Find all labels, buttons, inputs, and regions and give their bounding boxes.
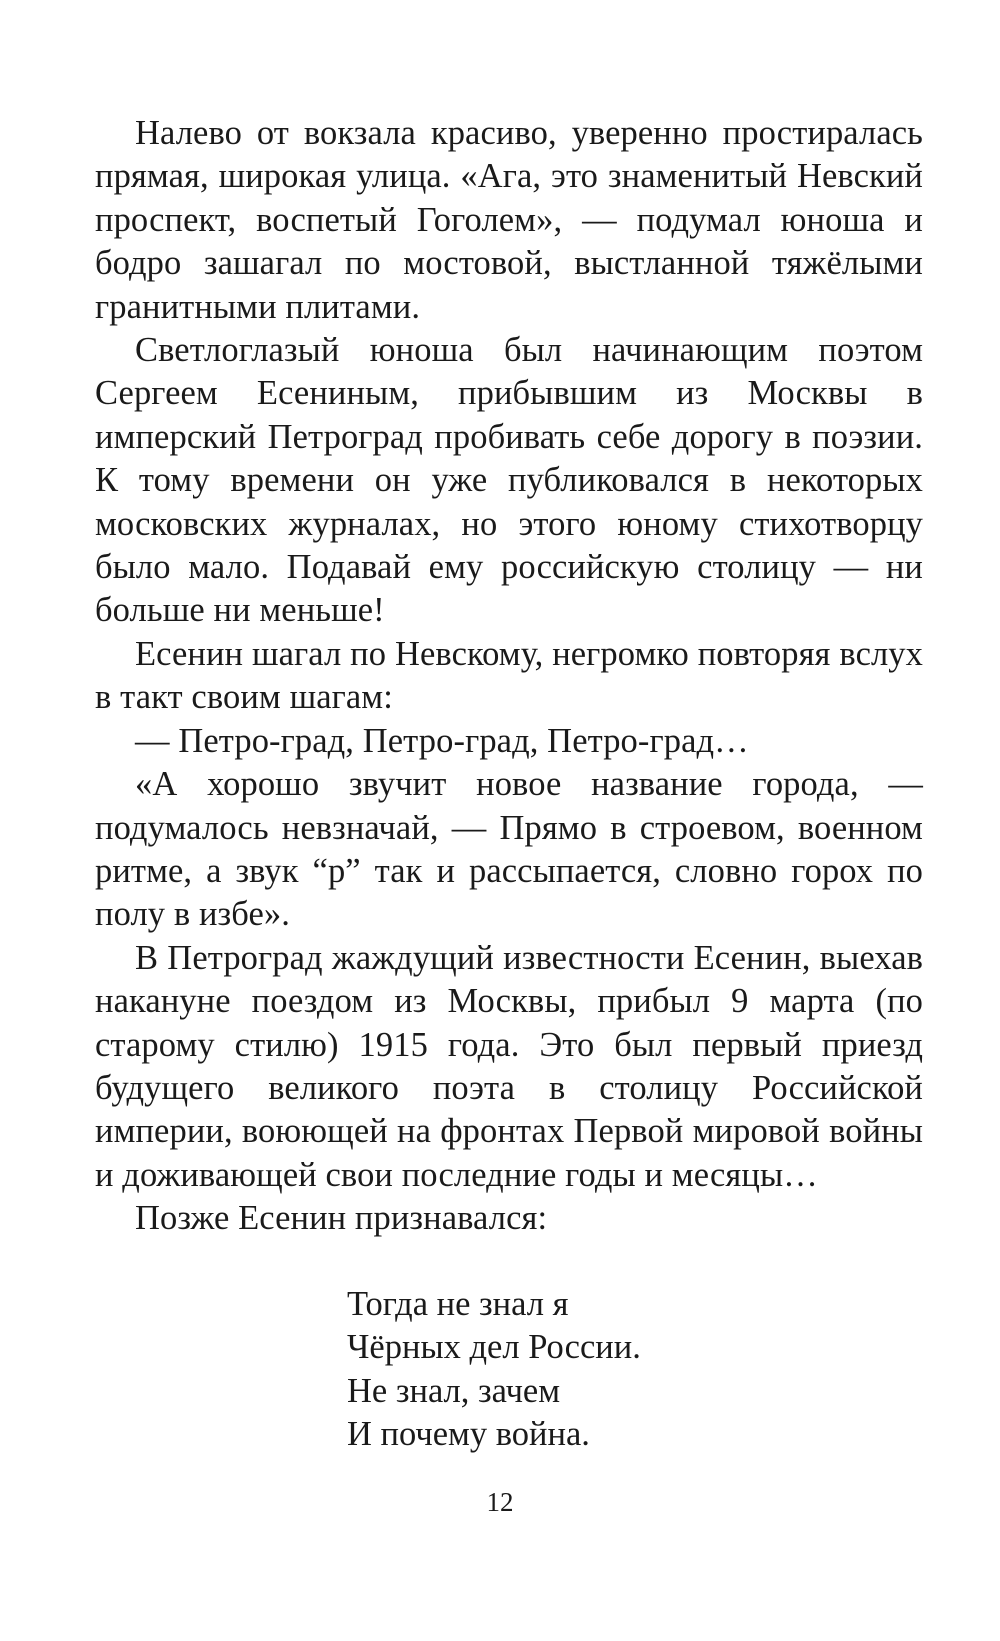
- poem-line-2: Чёрных дел России.: [347, 1328, 641, 1367]
- page-body: [95, 112, 923, 1241]
- poem-line-4: И почему война.: [347, 1415, 590, 1454]
- paragraph-5: В Петроград жаждущий известности Есенин, выехав накануне поездом из Москвы, прибыл 9 марта (по старому стилю) 1915 года. Это был первый приезд будущего великого поэта в столицу Российской империи, воюющей на фронтах Первой мировой войны и доживающей свои последние годы и месяцы…: [95, 938, 923, 1194]
- poem-stanza: [347, 1283, 907, 1457]
- poem-line-1: Тогда не знал я: [347, 1285, 569, 1323]
- paragraph-3: Есенин шагал по Невскому, негромко повторяя вслух в такт своим шагам:: [95, 634, 923, 717]
- paragraph-6: Позже Есенин признавался:: [135, 1199, 548, 1238]
- paragraph-1: Налево от вокзала красиво, уверенно простиралась прямая, широкая улица. «Ага, это знаменитый Невский проспект, воспетый Гоголем», — подумал юноша и бодро зашагал по мостовой, выстланной тяжёлыми гранитными плитами.: [95, 114, 923, 326]
- paragraph-2: Светлоглазый юноша был начинающим поэтом Сергеем Есениным, прибывшим из Москвы в имперский Петроград пробивать себе дорогу в поэзии. К тому времени он уже публиковался в некоторых московских журналах, но этого юному стихотворцу было мало. Подавай ему российскую столицу — ни больше ни меньше!: [95, 331, 923, 630]
- poem-line-3: Не знал, зачем: [347, 1371, 561, 1410]
- page-number: 12: [486, 1487, 514, 1517]
- dialog-line: — Петро-град, Петро-град, Петро-град…: [135, 721, 749, 760]
- paragraph-4: «А хорошо звучит новое название города, — подумалось невзначай, — Прямо в строевом, военном ритме, а звук “р” так и рассыпается, словно горох по полу в избе».: [95, 765, 923, 934]
